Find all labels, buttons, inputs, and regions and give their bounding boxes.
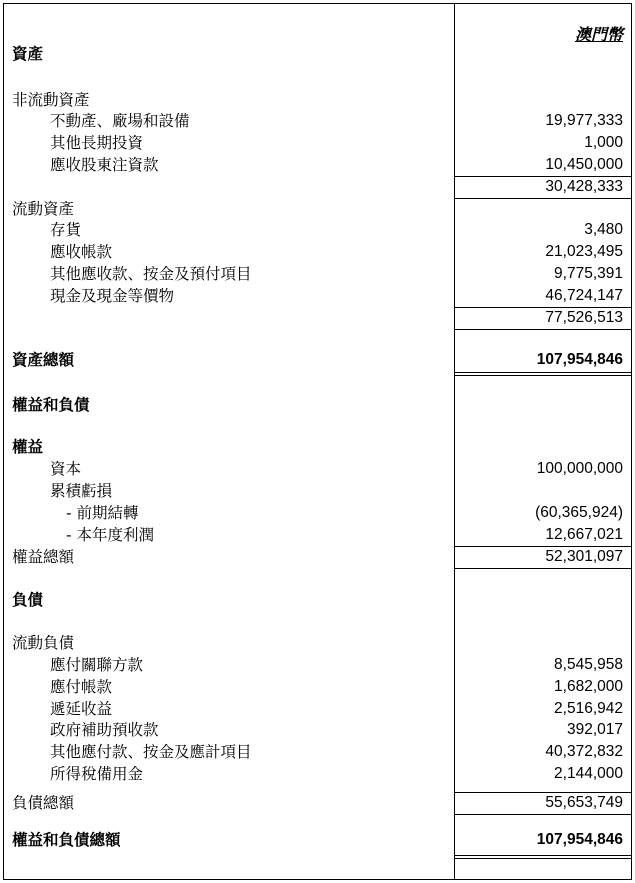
deferred-income-label: 遞延收益 xyxy=(50,700,113,718)
current-assets-label: 流動資產 xyxy=(12,200,75,218)
capital-value: 100,000,000 xyxy=(536,460,623,477)
deferred-income-value: 2,516,942 xyxy=(554,700,623,717)
total-equity-label: 權益總額 xyxy=(12,548,75,566)
current-year-value: 12,667,021 xyxy=(545,526,623,543)
other-payables-label: 其他應付款、按金及應計項目 xyxy=(50,743,252,761)
ppe-label: 不動產、廠場和設備 xyxy=(50,112,190,130)
accumulated-loss-label: 累積虧損 xyxy=(50,482,113,500)
prior-period-label: - 前期結轉 xyxy=(66,504,139,522)
total-equity-value: 52,301,097 xyxy=(545,548,623,565)
assets-title: 資產 xyxy=(12,45,44,63)
income-tax-provision-value: 2,144,000 xyxy=(554,765,623,782)
inventory-label: 存貨 xyxy=(50,221,82,239)
receivables-value: 21,023,495 xyxy=(545,243,623,260)
non-current-subtotal: 30,428,333 xyxy=(545,178,623,195)
receivables-label: 應收帳款 xyxy=(50,243,113,261)
inventory-value: 3,480 xyxy=(584,221,623,238)
income-tax-provision-label: 所得稅備用金 xyxy=(50,765,144,783)
current-year-label: - 本年度利潤 xyxy=(66,526,155,544)
grand-total-double-rule xyxy=(455,855,631,859)
payables-value: 1,682,000 xyxy=(554,678,623,695)
current-liabilities-label: 流動負債 xyxy=(12,634,75,652)
column-divider xyxy=(454,3,455,880)
liabilities-title: 負債 xyxy=(12,591,44,609)
equity-liabilities-title: 權益和負債 xyxy=(12,396,90,414)
currency-header: 澳門幣 xyxy=(574,25,623,44)
related-party-payable-label: 應付關聯方款 xyxy=(50,656,144,674)
capital-label: 資本 xyxy=(50,460,82,478)
equity-title: 權益 xyxy=(12,438,44,456)
government-grant-label: 政府補助預收款 xyxy=(50,721,159,739)
grand-total-label: 權益和負債總額 xyxy=(12,831,121,849)
shareholder-receivable-label: 應收股東注資款 xyxy=(50,156,159,174)
total-liabilities-value: 55,653,749 xyxy=(545,794,623,811)
subtotal-rule xyxy=(455,329,631,330)
prior-period-value: (60,365,924) xyxy=(535,504,623,521)
other-payables-value: 40,372,832 xyxy=(545,743,623,760)
total-assets-label: 資產總額 xyxy=(12,351,75,369)
cash-value: 46,724,147 xyxy=(545,287,623,304)
related-party-payable-value: 8,545,958 xyxy=(554,656,623,673)
shareholder-receivable-value: 10,450,000 xyxy=(545,156,623,173)
non-current-assets-label: 非流動資產 xyxy=(12,91,90,109)
total-liabilities-label: 負債總額 xyxy=(12,794,75,812)
total-assets-value: 107,954,846 xyxy=(536,351,623,368)
government-grant-value: 392,017 xyxy=(566,721,623,738)
ppe-value: 19,977,333 xyxy=(545,112,623,129)
subtotal-rule xyxy=(455,198,631,199)
other-receivables-label: 其他應收款、按金及預付項目 xyxy=(50,265,252,283)
subtotal-rule xyxy=(455,814,631,815)
subtotal-rule xyxy=(455,568,631,569)
other-investments-value: 1,000 xyxy=(584,134,623,151)
grand-total-value: 107,954,846 xyxy=(536,831,623,848)
payables-label: 應付帳款 xyxy=(50,678,113,696)
other-investments-label: 其他長期投資 xyxy=(50,134,144,152)
other-receivables-value: 9,775,391 xyxy=(554,265,623,282)
current-subtotal: 77,526,513 xyxy=(545,309,623,326)
cash-label: 現金及現金等價物 xyxy=(50,287,175,305)
total-double-rule xyxy=(455,372,631,376)
